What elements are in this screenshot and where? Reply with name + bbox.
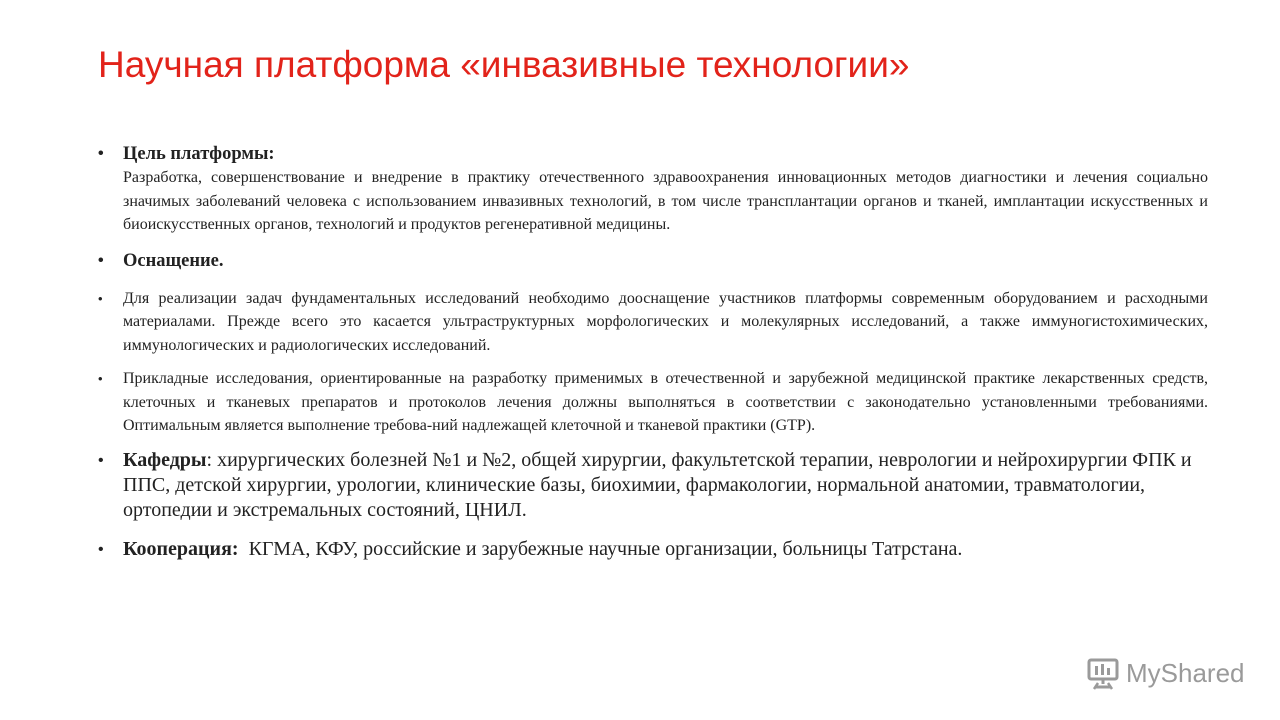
goal-text: Разработка, совершенствование и внедрение в практику отечественного здравоохранения инновационных методов диагностики и лечения социально значимых заболеваний человека с использованием инвазивных технологий, в том числе трансплантации органов и тканей, имплантации искусственных и биоискусственных органов, технологий и продуктов регенеративной медицины. (123, 169, 1208, 233)
slide-title: Научная платформа «инвазивные технологии» (98, 44, 910, 85)
bullet: • (98, 371, 103, 386)
equipment-heading: Оснащение. (123, 250, 224, 271)
applied-text: Прикладные исследования, ориентированные на разработку применимых в отечественной и зарубежной медицинской практике лекарственных средств, клеточных и тканевых препаратов и протоколов лечения должны выполняться в соответствии с законодательно установленными требованиями. Оптимальным является выполнение требова-ний надлежащей клеточной и тканевой практики (GTP). (123, 370, 1208, 434)
equipment-item (98, 249, 1208, 273)
watermark-text: MyShared (1126, 657, 1245, 688)
presentation-board-icon (1086, 656, 1120, 690)
departments-heading: Кафедры (123, 448, 207, 471)
bullet: • (98, 451, 104, 469)
fundamental-text: Для реализации задач фундаментальных исследований необходимо дооснащение участников платформы современным оборудованием и расходными материалами. Прежде всего это касается ультраструктурных морфологических и молекулярных исследований, а также иммуногистохимических, иммунологических и радиологических исследований. (123, 289, 1208, 354)
departments-paragraph (123, 448, 1208, 523)
goal-item (98, 142, 1208, 166)
bullet: • (98, 540, 104, 558)
departments-item (98, 448, 1208, 523)
watermark-logo[interactable] (1086, 656, 1245, 690)
departments-text: : хирургических болезней №1 и №2, общей хирургии, факультетской терапии, неврологии и нейрохирургии ФПК и ППС, детской хирургии, урологии, клинические базы, биохимии, фармакологии, нормальной анатомии, травматологии, ортопедии и экстремальных состояний, ЦНИЛ. (123, 448, 1192, 521)
cooperation-heading: Кооперация: (123, 537, 239, 560)
cooperation-text: КГМА, КФУ, российские и зарубежные научные организации, больницы Татрстана. (238, 537, 963, 560)
bullet: • (98, 290, 103, 306)
cooperation-item (98, 537, 1208, 562)
bullet: • (98, 145, 104, 162)
goal-text-block (98, 166, 1208, 237)
cooperation-paragraph (123, 537, 1208, 562)
goal-heading: Цель платформы: (123, 144, 275, 164)
applied-item (98, 367, 1208, 438)
fundamental-item (98, 287, 1208, 358)
bullet: • (98, 251, 104, 269)
slide-content (98, 142, 1208, 562)
